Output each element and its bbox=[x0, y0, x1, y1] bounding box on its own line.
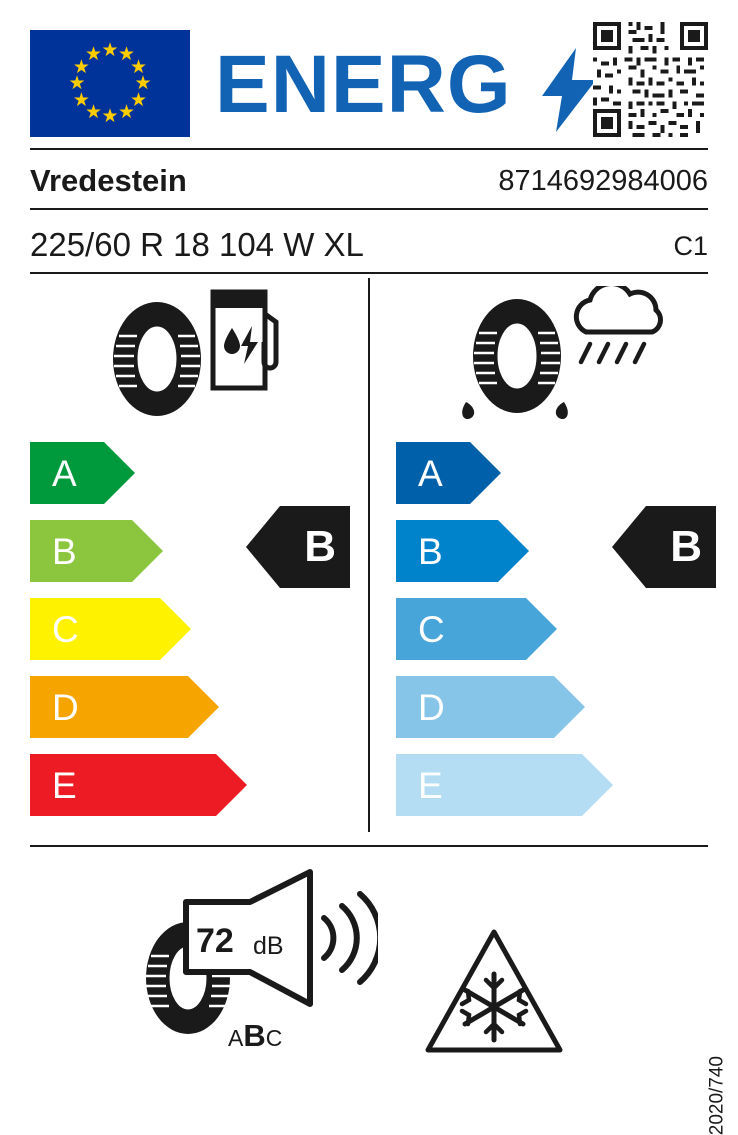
fuel-grade-d bbox=[30, 676, 219, 738]
label-header bbox=[30, 22, 708, 144]
wet-rating-value: B bbox=[670, 522, 702, 571]
tyre-fuel-pump-icon bbox=[92, 294, 222, 424]
grade-letter: E bbox=[418, 764, 443, 806]
qr-code-icon bbox=[593, 22, 708, 137]
wet-grade-d bbox=[396, 676, 585, 738]
eu-star-icon: ★ bbox=[101, 106, 119, 127]
lightning-bolt-icon bbox=[542, 48, 596, 132]
grade-letter: D bbox=[418, 686, 445, 728]
panel-separator bbox=[368, 278, 370, 832]
noise-class-a: A bbox=[228, 1025, 244, 1051]
fuel-pump-icon bbox=[208, 284, 286, 394]
wet-grade-a bbox=[396, 442, 501, 504]
grade-letter: B bbox=[418, 530, 443, 572]
wet-grade-b bbox=[396, 520, 529, 582]
eu-star-icon: ★ bbox=[117, 101, 136, 123]
divider-4 bbox=[30, 845, 708, 847]
divider-3 bbox=[30, 272, 708, 274]
noise-unit: dB bbox=[253, 932, 284, 960]
wet-grade-c bbox=[396, 598, 557, 660]
grade-letter: A bbox=[418, 452, 443, 494]
noise-class-current: B bbox=[243, 1018, 266, 1053]
grade-letter: C bbox=[52, 608, 79, 650]
eu-flag-icon bbox=[30, 30, 190, 137]
three-peak-mountain-snowflake-icon bbox=[424, 928, 564, 1058]
eu-star-icon: ★ bbox=[134, 73, 152, 94]
fuel-rating-arrow bbox=[246, 506, 350, 588]
noise-class-scale bbox=[228, 1018, 282, 1054]
fuel-grade-a bbox=[30, 442, 135, 504]
tyre-class-code: C1 bbox=[673, 231, 708, 261]
rain-cloud-icon bbox=[560, 286, 670, 378]
grade-letter: C bbox=[418, 608, 445, 650]
brand-name: Vredestein bbox=[30, 163, 187, 198]
eu-star-icon: ★ bbox=[72, 89, 90, 111]
eu-star-icon: ★ bbox=[130, 56, 148, 78]
ean-code: 8714692984006 bbox=[498, 165, 708, 197]
wet-rating-arrow bbox=[612, 506, 716, 588]
eu-star-icon: ★ bbox=[130, 89, 148, 111]
grade-letter: E bbox=[52, 764, 77, 806]
grade-letter: D bbox=[52, 686, 79, 728]
tyre-size: 225/60 R 18 104 W XL bbox=[30, 226, 364, 263]
eu-star-icon: ★ bbox=[101, 40, 119, 61]
eu-star-icon: ★ bbox=[84, 44, 103, 66]
noise-class-c: C bbox=[265, 1025, 283, 1051]
fuel-rating-value: B bbox=[304, 522, 336, 571]
grade-letter: B bbox=[52, 530, 77, 572]
eu-star-icon: ★ bbox=[84, 101, 103, 123]
eu-star-icon: ★ bbox=[68, 73, 86, 94]
divider-1 bbox=[30, 148, 708, 150]
fuel-grade-e bbox=[30, 754, 247, 816]
regulation-code: 2020/740 bbox=[706, 1056, 727, 1135]
noise-value: 72 bbox=[196, 922, 234, 960]
divider-2 bbox=[30, 208, 708, 210]
energy-wordmark: ENERG bbox=[215, 39, 512, 130]
eu-star-icon: ★ bbox=[117, 44, 136, 66]
wet-grade-e bbox=[396, 754, 613, 816]
eu-star-icon: ★ bbox=[72, 56, 90, 78]
fuel-grade-b bbox=[30, 520, 163, 582]
grade-letter: A bbox=[52, 452, 77, 494]
fuel-grade-c bbox=[30, 598, 191, 660]
